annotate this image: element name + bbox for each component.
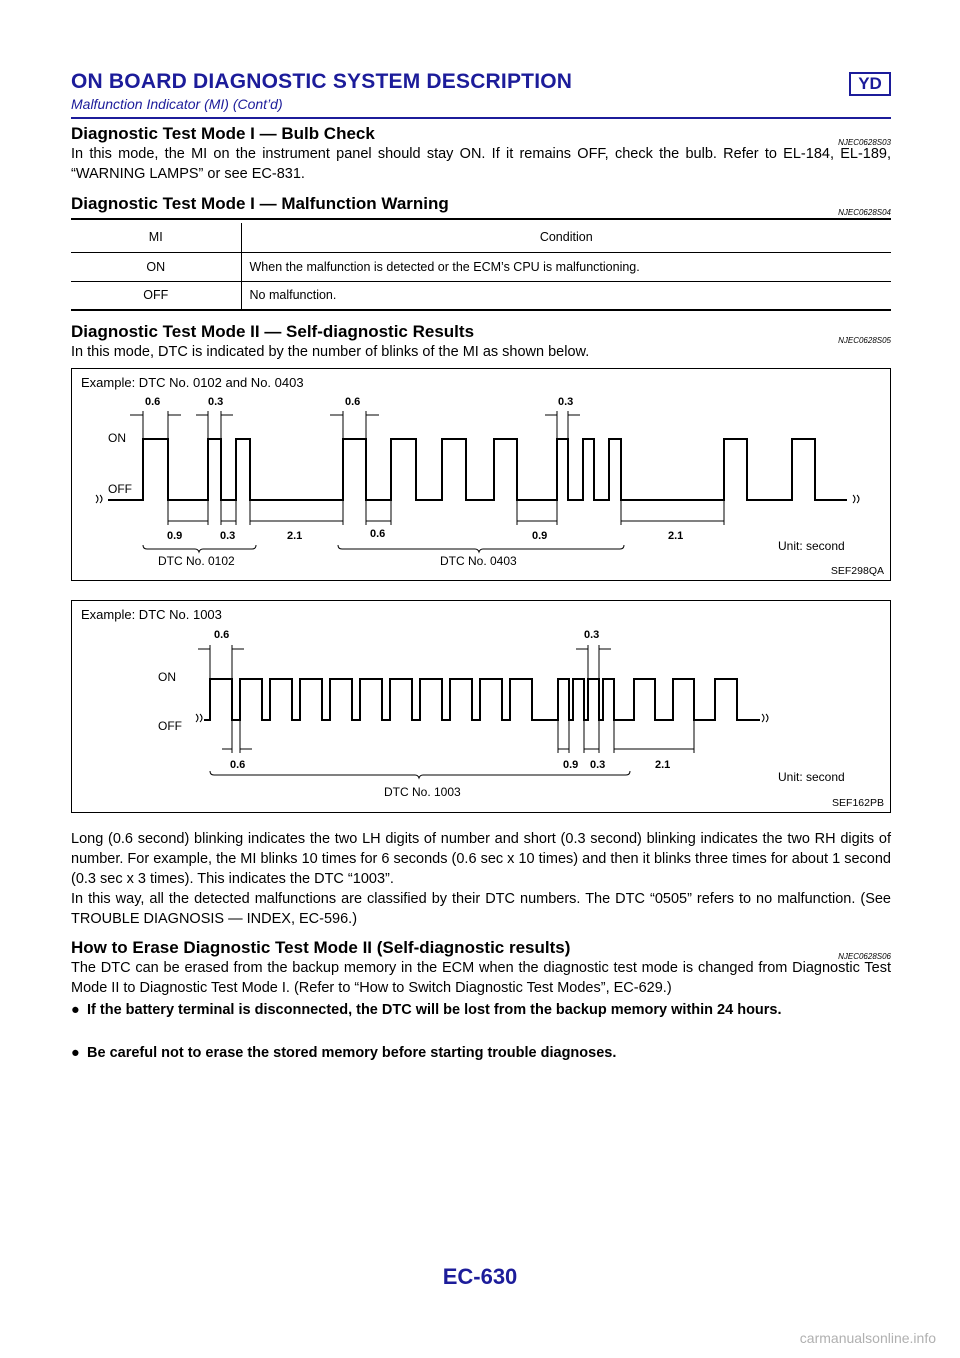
table-row	[71, 281, 891, 310]
figure-dtc-1003	[71, 600, 891, 813]
on-label: ON	[108, 431, 126, 445]
table-header-row	[71, 223, 891, 252]
paragraph: Long (0.6 second) blinking indicates the two LH digits of number and short (0.3 second) blinking indicates the two RH digits of number. For example, the MI blinks 10 times for 6 seconds (0.6 sec x 10 times) and then it blinks three times for about 1 second (0.3 sec x 3 times). This indicates the DTC “1003”.	[71, 831, 891, 887]
section-explanation	[71, 829, 891, 929]
section-code: NJEC0628S05	[838, 336, 891, 345]
dim-label: 0.3	[558, 396, 574, 408]
section-title: Diagnostic Test Mode II — Self-diagnostic Results	[71, 322, 475, 341]
table-row	[71, 252, 891, 281]
table-header-cell: Condition	[241, 223, 891, 252]
dim-label: 0.9	[167, 530, 183, 542]
dim-label: 2.1	[668, 530, 684, 542]
section-self-diagnostic	[71, 322, 891, 362]
section-title: Diagnostic Test Mode I — Bulb Check	[71, 124, 375, 143]
dim-label: 0.3	[208, 396, 224, 408]
section-code: NJEC0628S06	[838, 952, 891, 961]
bullet-icon: ●	[71, 1045, 80, 1061]
dim-label: 0.6	[145, 396, 161, 408]
break-mark-icon	[196, 714, 202, 722]
bullet-text: Be careful not to erase the stored memory before starting trouble diagnoses.	[87, 1045, 617, 1061]
dim-label: 0.6	[214, 629, 230, 641]
header-subtitle: Malfunction Indicator (MI) (Cont’d)	[71, 96, 283, 112]
mi-waveform	[204, 679, 760, 720]
figure-example-label: Example: DTC No. 1003	[81, 607, 222, 622]
figure-example-label: Example: DTC No. 0102 and No. 0403	[81, 375, 304, 390]
section-bulb-check	[71, 124, 891, 184]
dim-label: 2.1	[287, 530, 303, 542]
list-item	[71, 1000, 891, 1020]
page-number: EC-630	[442, 1264, 518, 1289]
off-label: OFF	[158, 719, 182, 733]
table-cell: When the malfunction is detected or the ECM’s CPU is malfunctioning.	[241, 252, 891, 281]
page-header	[71, 70, 891, 118]
mi-condition-table	[71, 223, 891, 311]
header-title: ON BOARD DIAGNOSTIC SYSTEM DESCRIPTION	[71, 70, 573, 93]
top-dimensions	[130, 411, 580, 439]
table-cell: ON	[71, 252, 241, 281]
top-dimensions	[198, 645, 611, 679]
section-erase	[71, 938, 891, 998]
off-label: OFF	[108, 482, 132, 496]
section-text: In this mode, DTC is indicated by the number of blinks of the MI as shown below.	[71, 344, 590, 360]
blink-timing-diagram	[72, 601, 890, 812]
dim-label: 2.1	[655, 759, 671, 771]
unit-label: Unit: second	[778, 770, 845, 784]
figure-code: SEF162PB	[832, 797, 884, 809]
figure-dtc-0102-0403	[71, 368, 891, 581]
paragraph: In this way, all the detected malfunctions are classified by their DTC numbers. The DTC “0505” refers to no malfunction. (See TROUBLE DIAGNOSIS — INDEX, EC-596.)	[71, 891, 891, 927]
dtc-label-0403: DTC No. 0403	[440, 554, 517, 568]
table-cell: OFF	[71, 281, 241, 310]
dtc-label-1003: DTC No. 1003	[384, 785, 461, 799]
section-text: The DTC can be erased from the backup memory in the ECM when the diagnostic test mode is changed from Diagnostic Test Mode II to Diagnostic Test Mode I. (Refer to “How to Switch Diagnostic Test Modes”, EC-629.)	[71, 960, 891, 996]
break-mark-icon	[853, 495, 859, 503]
dim-label: 0.9	[532, 530, 548, 542]
bottom-dimensions	[222, 720, 694, 753]
table-cell: No malfunction.	[241, 281, 891, 310]
mi-waveform	[108, 439, 847, 500]
dim-label: 0.3	[584, 629, 600, 641]
brace-dtc-0102	[143, 545, 256, 552]
bottom-dimensions	[168, 500, 724, 525]
break-mark-icon	[762, 714, 768, 722]
dim-label: 0.9	[563, 759, 579, 771]
dim-label: 0.6	[370, 528, 386, 540]
dim-label: 0.6	[345, 396, 361, 408]
figure-code: SEF298QA	[830, 565, 884, 577]
on-label: ON	[158, 670, 176, 684]
engine-badge: YD	[849, 72, 891, 96]
blink-timing-diagram	[72, 369, 890, 580]
section-code: NJEC0628S03	[838, 138, 891, 147]
dtc-label-0102: DTC No. 0102	[158, 554, 235, 568]
bullet-icon: ●	[71, 1002, 80, 1018]
brace-dtc-0403	[338, 545, 624, 552]
bullet-text: If the battery terminal is disconnected, the DTC will be lost from the backup memory within 24 hours.	[87, 1002, 782, 1018]
unit-label: Unit: second	[778, 539, 845, 553]
section-malfunction-warning	[71, 194, 891, 220]
brace-dtc-1003	[210, 771, 630, 778]
section-title: Diagnostic Test Mode I — Malfunction Warning	[71, 194, 449, 213]
break-mark-icon	[96, 495, 102, 503]
section-text: In this mode, the MI on the instrument panel should stay ON. If it remains OFF, check the bulb. Refer to EL-184, EL-189, “WARNING LAMPS” or see EC-831.	[71, 146, 891, 182]
watermark: carmanualsonline.info	[799, 1330, 936, 1346]
dim-label: 0.3	[590, 759, 606, 771]
header-rule	[71, 117, 891, 119]
section-rule	[71, 218, 891, 220]
table-header-cell: MI	[71, 223, 241, 252]
dim-label: 0.6	[230, 759, 246, 771]
dim-label: 0.3	[220, 530, 236, 542]
list-item	[71, 1043, 891, 1063]
section-code: NJEC0628S04	[838, 208, 891, 217]
section-title: How to Erase Diagnostic Test Mode II (Self-diagnostic results)	[71, 938, 571, 957]
